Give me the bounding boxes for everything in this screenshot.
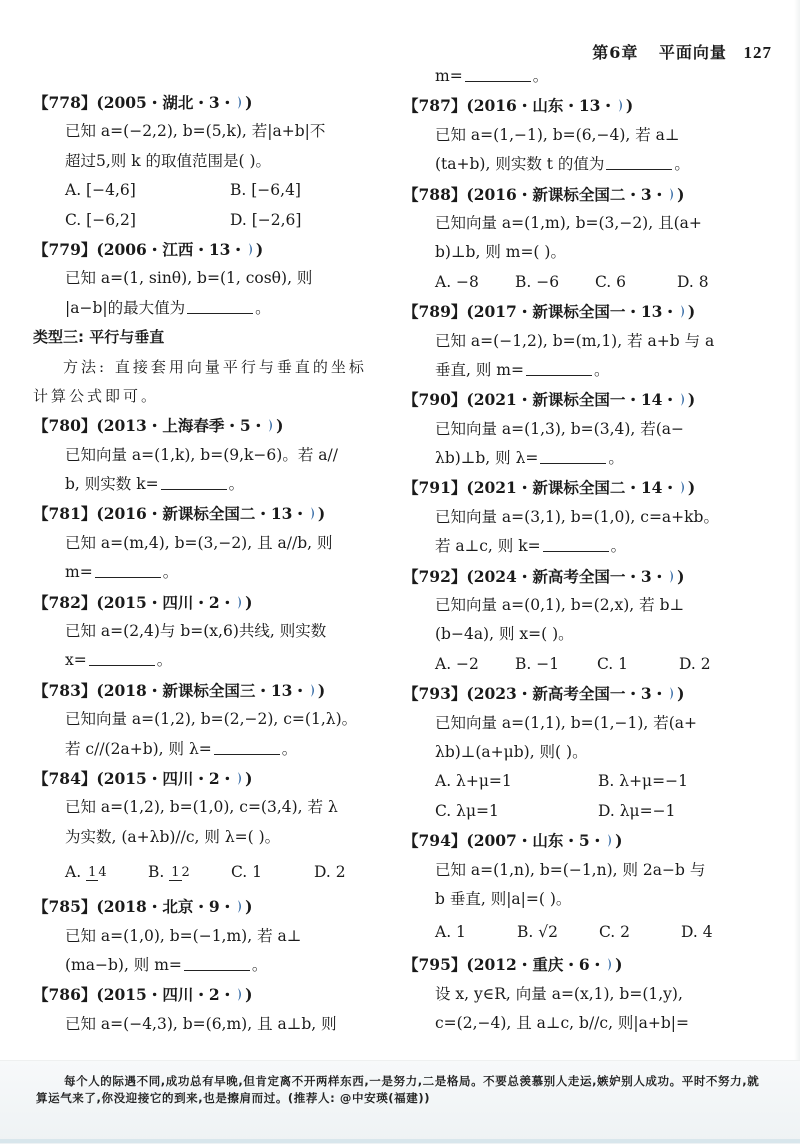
problem-792-options	[403, 650, 778, 679]
problem-782-text-1: 已知 a=(2,4)与 b=(x,6)共线, 则实数	[65, 622, 327, 641]
problem-778-header: 【778】(2005・湖北・3・ )	[33, 93, 253, 112]
problem-787-text-1: 已知 a=(1,−1), b=(6,−4), 若 a⊥	[435, 125, 680, 144]
difficulty-moon-icon	[668, 569, 676, 584]
option-c: C. 1	[231, 863, 263, 882]
problem-781-text-2: m= 。	[65, 563, 179, 582]
problem-781-text-1: 已知 a=(m,4), b=(3,−2), 且 a//b, 则	[65, 533, 333, 552]
problem-792-text-1: 已知向量 a=(0,1), b=(2,x), 若 b⊥	[435, 596, 685, 615]
problem-789-text-2: 垂直, 则 m= 。	[435, 360, 610, 379]
answer-blank	[184, 956, 250, 971]
problem-786-text-2: m= 。	[435, 67, 549, 85]
method-text-2: 计算公式即可。	[33, 386, 160, 405]
problem-779-text-2: |a−b|的最大值为 。	[65, 298, 271, 317]
option-c: C. 2	[599, 923, 631, 942]
difficulty-moon-icon	[236, 899, 244, 914]
answer-blank	[95, 563, 161, 578]
problem-795-text-2: c=(2,−4), 且 a⊥c, b//c, 则|a+b|=	[435, 1014, 690, 1033]
left-column	[33, 88, 393, 1039]
option-b: B. [−6,4]	[230, 181, 301, 200]
problem-778-options-cd	[33, 206, 393, 235]
option-b: B. 1 2	[148, 863, 190, 882]
problem-791-text-2: 若 a⊥c, 则 k= 。	[435, 537, 627, 556]
right-column	[403, 62, 778, 1039]
problem-784-text-2: 为实数, (a+λb)//c, 则 λ=( )。	[65, 827, 281, 846]
problem-782-header: 【782】(2015・四川・2・ )	[33, 592, 253, 612]
problem-791-header: 【791】(2021・新课标全国二・14・ )	[403, 478, 696, 498]
problem-783-text-2: 若 c//(2a+b), 则 λ= 。	[65, 739, 298, 758]
option-d: D. λμ=−1	[598, 801, 676, 820]
fraction: 1 4	[88, 865, 107, 881]
option-b: B. λ+μ=−1	[598, 772, 688, 791]
problem-795-header: 【795】(2012・重庆・6・ )	[403, 955, 623, 975]
difficulty-moon-icon	[247, 242, 255, 257]
footer-quote-box	[0, 1060, 800, 1144]
option-d: D. 2	[679, 654, 711, 673]
problem-793-text-2: λb)⊥(a+μb), 则( )。	[435, 742, 588, 761]
problem-784-header: 【784】(2015・四川・2・ )	[33, 768, 253, 788]
problem-785-text-2: (ma−b), 则 m= 。	[65, 955, 268, 974]
difficulty-moon-icon	[236, 595, 244, 610]
running-header	[592, 40, 772, 63]
option-a: A. [−4,6]	[65, 181, 136, 200]
problem-778-text-2: 超过5,则 k 的取值范围是( )。	[65, 151, 272, 170]
option-d: D. 4	[681, 923, 713, 942]
problem-788-header: 【788】(2016・新课标全国二・3・ )	[403, 184, 685, 204]
answer-blank	[89, 651, 155, 666]
difficulty-moon-icon	[236, 95, 244, 110]
problem-793-options-cd	[403, 797, 778, 826]
option-a: A. 1 4	[65, 863, 107, 882]
option-b: B. −1	[515, 654, 560, 673]
problem-786-text-1: 已知 a=(−4,3), b=(6,m), 且 a⊥b, 则	[65, 1014, 337, 1033]
answer-blank	[465, 67, 531, 82]
answer-blank	[540, 449, 606, 464]
problem-780-text-1: 已知向量 a=(1,k), b=(9,k−6)。若 a//	[65, 445, 338, 464]
answer-blank	[214, 740, 280, 755]
difficulty-moon-icon	[267, 418, 275, 433]
method-text-1: 方法: 直接套用向量平行与垂直的坐标	[63, 357, 367, 376]
option-c: C. 1	[597, 654, 629, 673]
problem-786-header: 【786】(2015・四川・2・ )	[33, 985, 253, 1005]
problem-778-options-ab	[33, 176, 393, 205]
page-bottom-edge	[0, 1139, 800, 1143]
problem-787-header: 【787】(2016・山东・13・ )	[403, 96, 634, 116]
difficulty-moon-icon	[309, 506, 317, 521]
problem-779-text-1: 已知 a=(1, sinθ), b=(1, cosθ), 则	[65, 269, 313, 288]
problem-789-header: 【789】(2017・新课标全国一・13・ )	[403, 302, 696, 322]
answer-blank	[543, 537, 609, 552]
option-b: B. √2	[517, 923, 558, 942]
problem-788-text-1: 已知向量 a=(1,m), b=(3,−2), 且(a+	[435, 213, 702, 232]
problem-791-text-1: 已知向量 a=(3,1), b=(1,0), c=a+kb。	[435, 507, 719, 526]
option-a: A. λ+μ=1	[435, 772, 512, 791]
option-d: D. 8	[677, 272, 709, 291]
option-d: D. 2	[314, 863, 346, 882]
problem-790-text-1: 已知向量 a=(1,3), b=(3,4), 若(a−	[435, 419, 685, 438]
problem-778-text-1: 已知 a=(−2,2), b=(5,k), 若|a+b|不	[65, 122, 326, 141]
answer-blank	[606, 155, 672, 170]
problem-783-header: 【783】(2018・新课标全国三・13・ )	[33, 680, 326, 700]
difficulty-moon-icon	[309, 683, 317, 698]
problem-780-header: 【780】(2013・上海春季・5・ )	[33, 416, 284, 436]
problem-788-text-2: b)⊥b, 则 m=( )。	[435, 243, 566, 262]
difficulty-moon-icon	[679, 392, 687, 407]
problem-779-header: 【779】(2006・江西・13・ )	[33, 239, 264, 259]
option-d: D. [−2,6]	[230, 210, 302, 229]
problem-789-text-1: 已知 a=(−1,2), b=(m,1), 若 a+b 与 a	[435, 331, 715, 350]
difficulty-moon-icon	[617, 98, 625, 113]
problem-784-options	[33, 852, 393, 892]
problem-794-text-2: b 垂直, 则|a|=( )。	[435, 889, 572, 908]
problem-787-text-2: (ta+b), 则实数 t 的值为 。	[435, 155, 690, 174]
answer-blank	[526, 361, 592, 376]
footer-quote: 每个人的际遇不同,成功总有早晚,但肯定离不开两样东西,一是努力,二是格局。不要总羡慕别人走运,嫉妒别人成功。平时不努力,就算运气来了,你没迎接它的到来,也是擦肩而过。(推荐人: @中安瑛(福建))	[36, 1074, 760, 1105]
problem-795-text-1: 设 x, y∈R, 向量 a=(x,1), b=(1,y),	[435, 984, 683, 1003]
page-edge-shadow	[794, 0, 800, 1143]
option-c: C. 6	[595, 272, 627, 291]
section-title: 类型三: 平行与垂直	[33, 328, 165, 347]
difficulty-moon-icon	[236, 987, 244, 1002]
option-c: C. [−6,2]	[65, 210, 136, 229]
problem-785-text-1: 已知 a=(1,0), b=(−1,m), 若 a⊥	[65, 926, 302, 945]
problem-788-options	[403, 268, 778, 297]
chapter-title: 平面向量	[658, 43, 727, 62]
problem-780-text-2: b, 则实数 k= 。	[65, 475, 245, 494]
chapter-label: 第6章	[592, 43, 639, 62]
difficulty-moon-icon	[668, 187, 676, 202]
option-a: A. 1	[435, 923, 466, 942]
difficulty-moon-icon	[679, 304, 687, 319]
problem-793-text-1: 已知向量 a=(1,1), b=(1,−1), 若(a+	[435, 713, 698, 732]
problem-790-text-2: λb)⊥b, 则 λ= 。	[435, 449, 624, 468]
difficulty-moon-icon	[606, 957, 614, 972]
problem-784-text-1: 已知 a=(1,2), b=(1,0), c=(3,4), 若 λ	[65, 798, 338, 817]
problem-794-options	[403, 914, 778, 950]
problem-785-header: 【785】(2018・北京・9・ )	[33, 897, 253, 917]
option-a: A. −2	[435, 654, 479, 673]
fraction: 1 2	[171, 865, 190, 881]
page-number: 127	[743, 43, 772, 62]
problem-792-header: 【792】(2024・新高考全国一・3・ )	[403, 566, 685, 586]
difficulty-moon-icon	[668, 686, 676, 701]
problem-793-header: 【793】(2023・新高考全国一・3・ )	[403, 684, 685, 704]
option-b: B. −6	[515, 272, 560, 291]
answer-blank	[161, 475, 227, 490]
problem-790-header: 【790】(2021・新课标全国一・14・ )	[403, 390, 696, 410]
problem-782-text-2: x= 。	[65, 651, 173, 670]
option-a: A. −8	[435, 272, 479, 291]
problem-794-text-1: 已知 a=(1,n), b=(−1,n), 则 2a−b 与	[435, 860, 706, 879]
difficulty-moon-icon	[606, 833, 614, 848]
difficulty-moon-icon	[236, 771, 244, 786]
problem-783-text-1: 已知向量 a=(1,2), b=(2,−2), c=(1,λ)。	[65, 710, 358, 729]
difficulty-moon-icon	[679, 480, 687, 495]
option-c: C. λμ=1	[435, 801, 499, 820]
problem-794-header: 【794】(2007・山东・5・ )	[403, 831, 623, 851]
problem-792-text-2: (b−4a), 则 x=( )。	[435, 625, 574, 644]
problem-781-header: 【781】(2016・新课标全国二・13・ )	[33, 504, 326, 524]
problem-793-options-ab	[403, 767, 778, 796]
answer-blank	[187, 299, 253, 314]
